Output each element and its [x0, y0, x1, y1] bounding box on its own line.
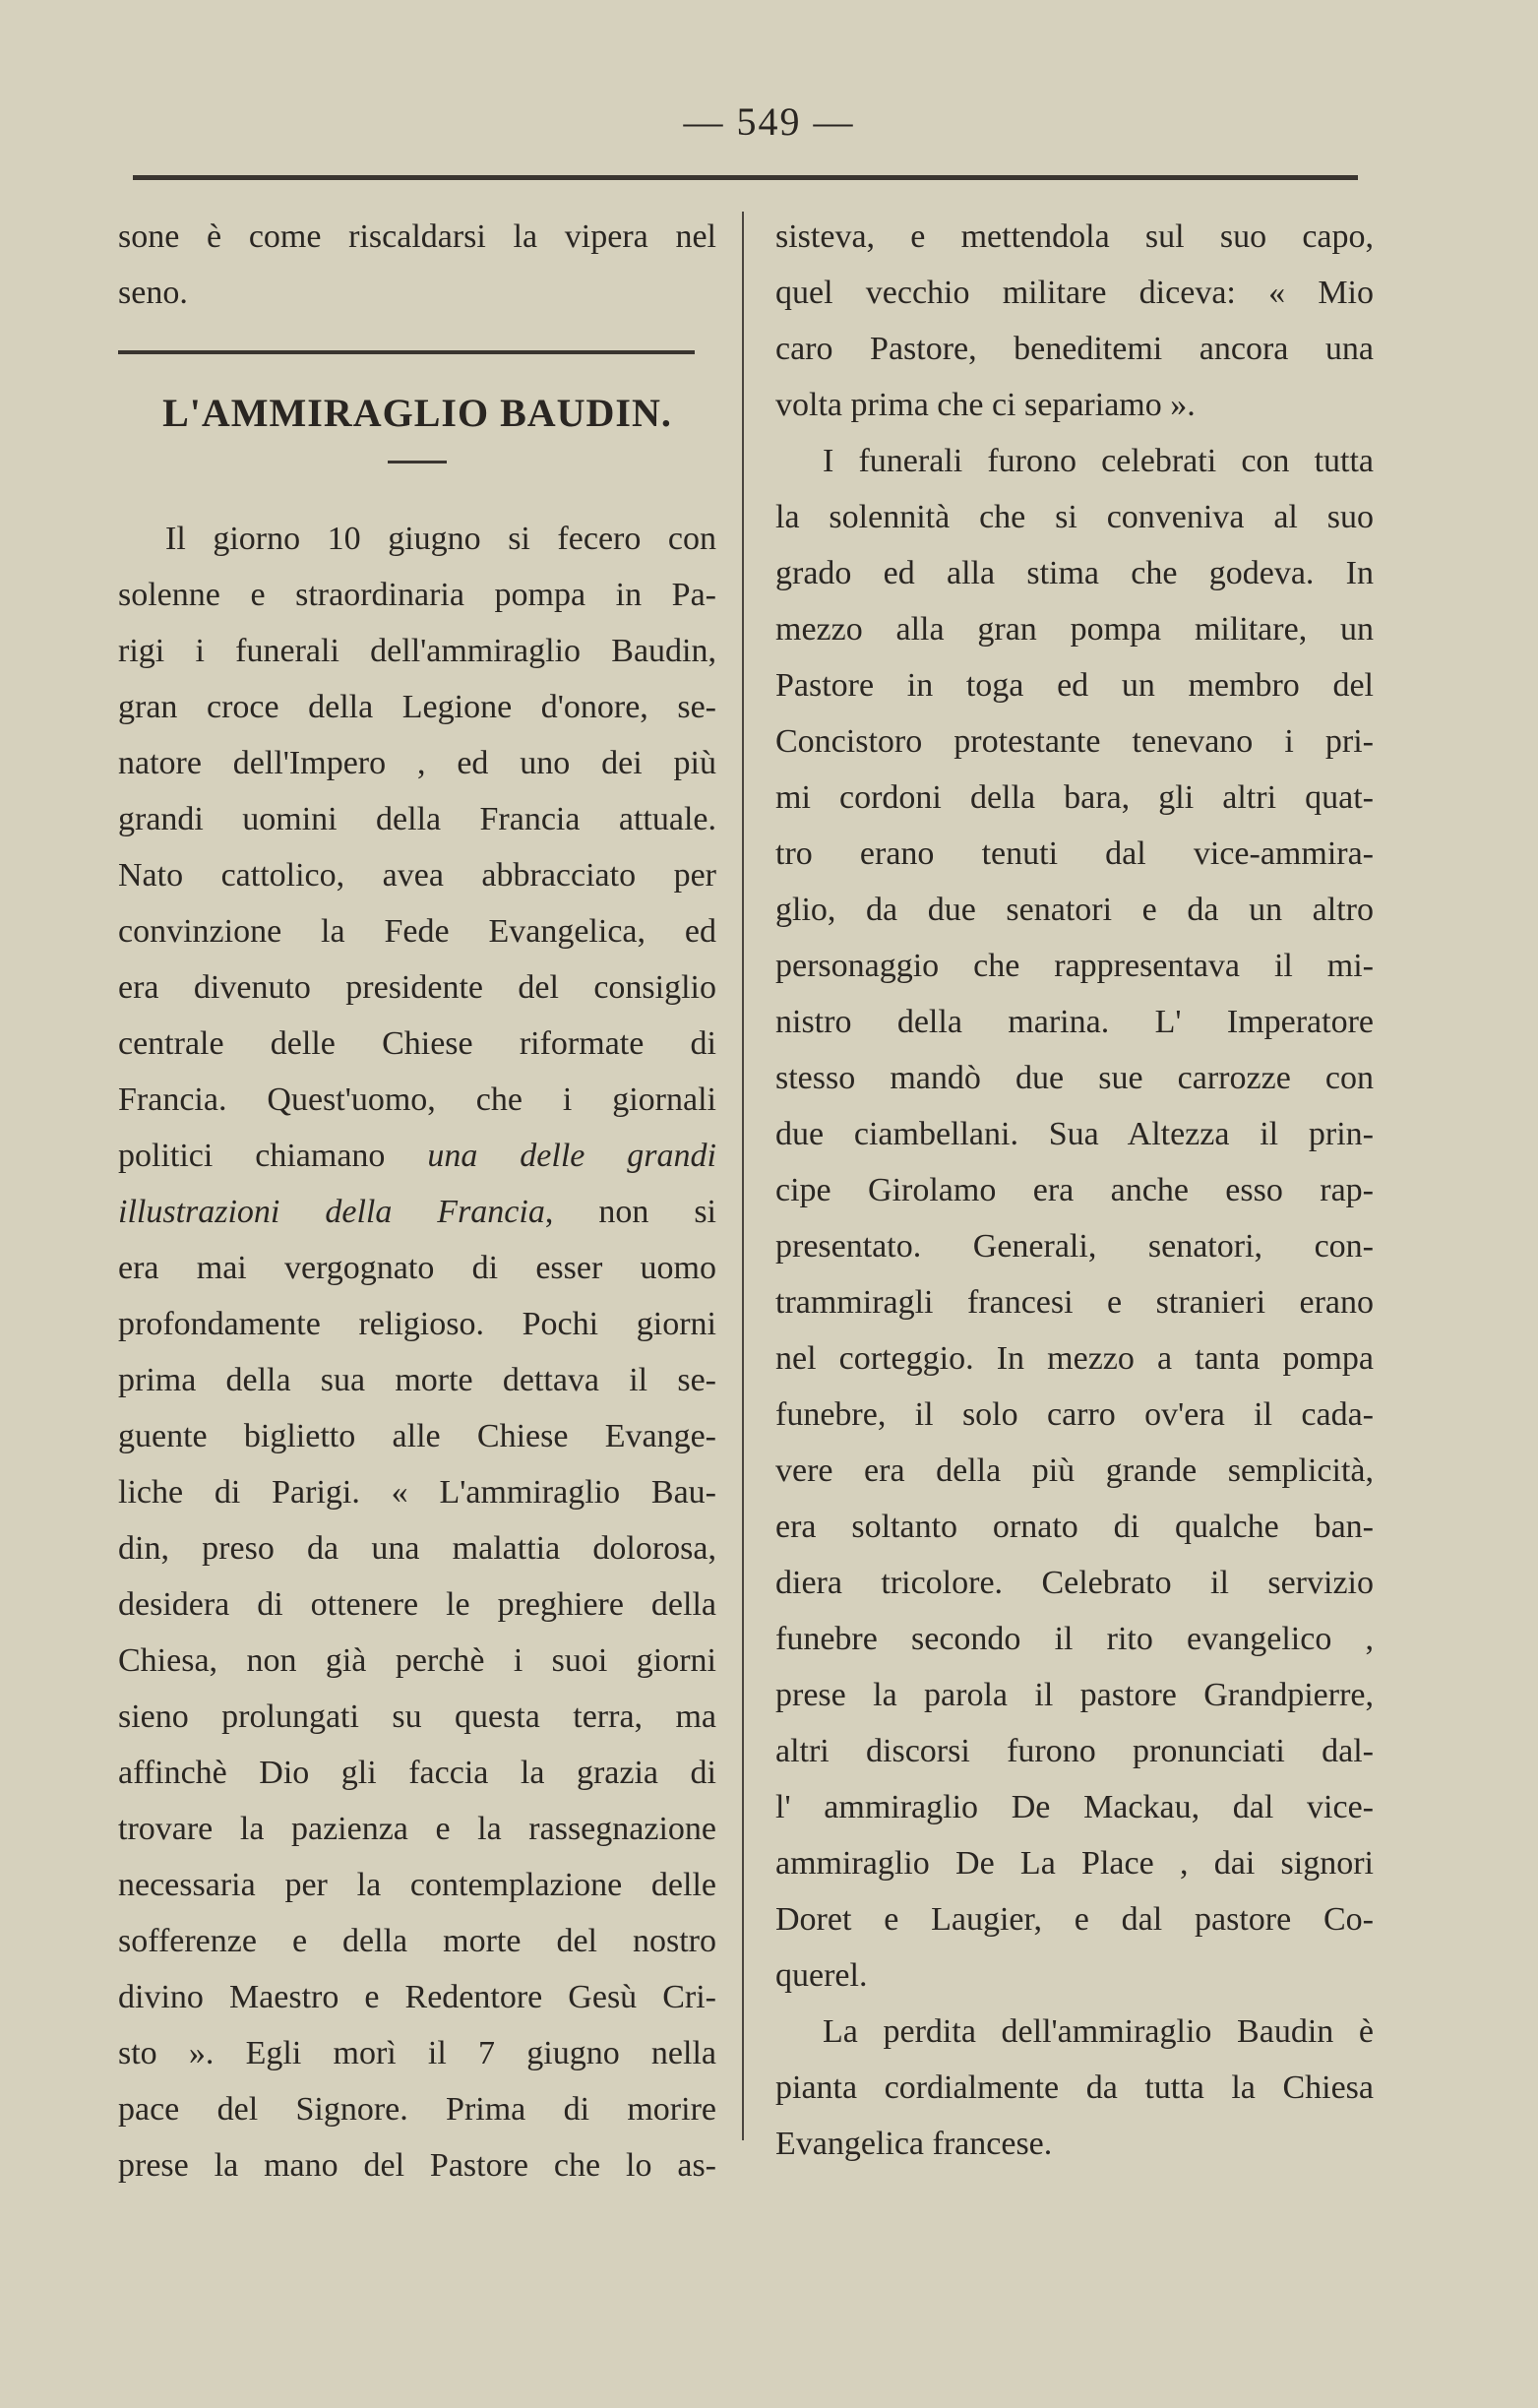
- text-line: altri discorsi furono pronunciati dal-: [775, 1733, 1374, 1769]
- text-line: Doret e Laugier, e dal pastore Co-: [775, 1901, 1374, 1938]
- text-line: la solennità che si conveniva al suo: [775, 499, 1374, 535]
- text-line: Concistoro protestante tenevano i pri-: [775, 723, 1374, 760]
- text-line: mezzo alla gran pompa militare, un: [775, 611, 1374, 648]
- text-line: Pastore in toga ed un membro del: [775, 667, 1374, 704]
- text-line: diera tricolore. Celebrato il servizio: [775, 1565, 1374, 1601]
- text-line: sone è come riscaldarsi la vipera nel: [118, 218, 716, 255]
- text-segment: , non si: [544, 1194, 716, 1230]
- text-line: sofferenze e della morte del nostro: [118, 1923, 716, 1959]
- text-line: solenne e straordinaria pompa in Pa-: [118, 577, 716, 613]
- text-line: I funerali furono celebrati con tutta: [823, 443, 1374, 479]
- text-line: desidera di ottenere le preghiere della: [118, 1586, 716, 1623]
- article-paragraph: [118, 511, 716, 2193]
- text-line: [118, 1128, 716, 1184]
- text-line: sto ». Egli morì il 7 giugno nella: [118, 2035, 716, 2071]
- text-line: era soltanto ornato di qualche ban-: [775, 1509, 1374, 1545]
- italic-phrase: illustrazioni della Francia: [118, 1194, 545, 1230]
- text-line: mi cordoni della bara, gli altri quat-: [775, 779, 1374, 816]
- text-line: rigi i funerali dell'ammiraglio Baudin,: [118, 633, 716, 669]
- section-divider: [118, 350, 695, 354]
- text-line: grado ed alla stima che godeva. In: [775, 555, 1374, 591]
- text-line: Chiesa, non già perchè i suoi giorni: [118, 1642, 716, 1679]
- text-line: grandi uomini della Francia attuale.: [118, 801, 716, 837]
- text-line: funebre, il solo carro ov'era il cada-: [775, 1396, 1374, 1433]
- text-line: cipe Girolamo era anche esso rap-: [775, 1172, 1374, 1208]
- text-line: ammiraglio De La Place , dai signori: [775, 1845, 1374, 1882]
- text-line: affinchè Dio gli faccia la grazia di: [118, 1755, 716, 1791]
- column-divider: [742, 212, 744, 2140]
- text-line: Francia. Quest'uomo, che i giornali: [118, 1081, 716, 1118]
- text-line: due ciambellani. Sua Altezza il prin-: [775, 1116, 1374, 1152]
- text-line: volta prima che ci separiamo ».: [775, 387, 1196, 423]
- text-line: centrale delle Chiese riformate di: [118, 1025, 716, 1062]
- text-line: necessaria per la contemplazione delle: [118, 1867, 716, 1903]
- title-dash: [388, 461, 447, 463]
- text-line: natore dell'Impero , ed uno dei più: [118, 745, 716, 781]
- text-line: stesso mandò due sue carrozze con: [775, 1060, 1374, 1096]
- text-line: era divenuto presidente del consiglio: [118, 969, 716, 1006]
- page-number: — 549 —: [683, 99, 855, 144]
- text-line: sisteva, e mettendola sul suo capo,: [775, 218, 1374, 255]
- text-line: [118, 1184, 716, 1240]
- text-line: tro erano tenuti dal vice-ammira-: [775, 835, 1374, 872]
- text-line: vere era della più grande semplicità,: [775, 1452, 1374, 1489]
- text-line: sieno prolungati su questa terra, ma: [118, 1698, 716, 1735]
- right-column: [775, 209, 1374, 2172]
- text-line: profondamente religioso. Pochi giorni: [118, 1306, 716, 1342]
- text-line: glio, da due senatori e da un altro: [775, 892, 1374, 928]
- text-line: pace del Signore. Prima di morire: [118, 2091, 716, 2128]
- text-line: divino Maestro e Redentore Gesù Cri-: [118, 1979, 716, 2015]
- text-line: caro Pastore, beneditemi ancora una: [775, 331, 1374, 367]
- text-line: convinzione la Fede Evangelica, ed: [118, 913, 716, 950]
- text-line: din, preso da una malattia dolorosa,: [118, 1530, 716, 1567]
- text-line: personaggio che rappresentava il mi-: [775, 948, 1374, 984]
- text-line: nistro della marina. L' Imperatore: [775, 1004, 1374, 1040]
- text-line: prese la mano del Pastore che lo as-: [118, 2147, 716, 2184]
- text-line: presentato. Generali, senatori, con-: [775, 1228, 1374, 1265]
- text-line: Il giorno 10 giugno si fecero con: [165, 521, 716, 557]
- text-line: prese la parola il pastore Grandpierre,: [775, 1677, 1374, 1713]
- text-line: trovare la pazienza e la rassegnazione: [118, 1811, 716, 1847]
- text-line: gran croce della Legione d'onore, se-: [118, 689, 716, 725]
- text-line: pianta cordialmente da tutta la Chiesa: [775, 2069, 1374, 2106]
- text-segment: politici chiamano: [118, 1138, 386, 1174]
- text-line: funebre secondo il rito evangelico ,: [775, 1621, 1374, 1657]
- text-line: nel corteggio. In mezzo a tanta pompa: [775, 1340, 1374, 1377]
- left-column: [118, 209, 716, 2193]
- text-line: La perdita dell'ammiraglio Baudin è: [823, 2013, 1374, 2050]
- section-title: L'AMMIRAGLIO BAUDIN.: [162, 391, 672, 435]
- text-line: prima della sua morte dettava il se-: [118, 1362, 716, 1398]
- text-line: era mai vergognato di esser uomo: [118, 1250, 716, 1286]
- text-line: Nato cattolico, avea abbracciato per: [118, 857, 716, 894]
- text-line: guente biglietto alle Chiese Evange-: [118, 1418, 716, 1454]
- text-line: l' ammiraglio De Mackau, dal vice-: [775, 1789, 1374, 1825]
- text-line: quel vecchio militare diceva: « Mio: [775, 275, 1374, 311]
- text-line: Evangelica francese.: [775, 2126, 1053, 2162]
- text-line: seno.: [118, 275, 188, 311]
- header-rule: [133, 175, 1358, 180]
- text-line: querel.: [775, 1957, 868, 1994]
- text-line: trammiragli francesi e stranieri erano: [775, 1284, 1374, 1321]
- italic-phrase: una delle grandi: [427, 1138, 716, 1174]
- text-line: liche di Parigi. « L'ammiraglio Bau-: [118, 1474, 716, 1511]
